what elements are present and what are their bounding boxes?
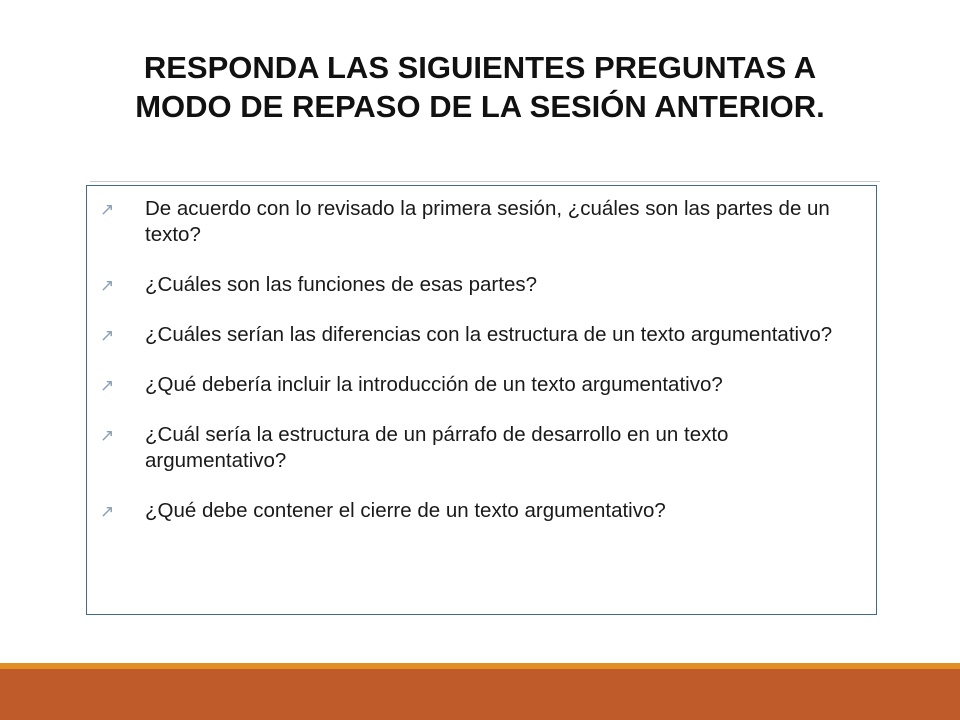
title-line-2: MODO DE REPASO DE LA SESIÓN ANTERIOR. [135, 89, 825, 124]
arrow-up-right-icon: ↗ [100, 200, 115, 220]
questions-box [86, 185, 877, 615]
title-divider [90, 181, 880, 182]
question-item [87, 196, 876, 248]
question-text: ¿Cuáles son las funciones de esas partes? [145, 273, 538, 296]
question-item [87, 498, 876, 524]
question-text: ¿Cuáles serían las diferencias con la estructura de un texto argumentativo? [145, 323, 833, 346]
question-item [87, 372, 876, 398]
arrow-up-right-icon: ↗ [100, 326, 115, 346]
question-text: De acuerdo con lo revisado la primera sesión, ¿cuáles son las partes de un texto? [145, 197, 830, 246]
question-text: ¿Qué debería incluir la introducción de un texto argumentativo? [145, 373, 723, 396]
slide-title [90, 48, 870, 126]
arrow-up-right-icon: ↗ [100, 426, 115, 446]
question-item [87, 322, 876, 348]
questions-list [87, 196, 876, 548]
footer-bar [0, 669, 960, 720]
arrow-up-right-icon: ↗ [100, 502, 115, 522]
question-text: ¿Cuál sería la estructura de un párrafo de desarrollo en un texto argumentativo? [145, 423, 729, 472]
title-line-1: RESPONDA LAS SIGUIENTES PREGUNTAS A [143, 50, 817, 85]
question-item [87, 422, 876, 474]
question-item [87, 272, 876, 298]
arrow-up-right-icon: ↗ [100, 276, 115, 296]
question-text: ¿Qué debe contener el cierre de un texto argumentativo? [145, 499, 666, 522]
arrow-up-right-icon: ↗ [100, 376, 115, 396]
